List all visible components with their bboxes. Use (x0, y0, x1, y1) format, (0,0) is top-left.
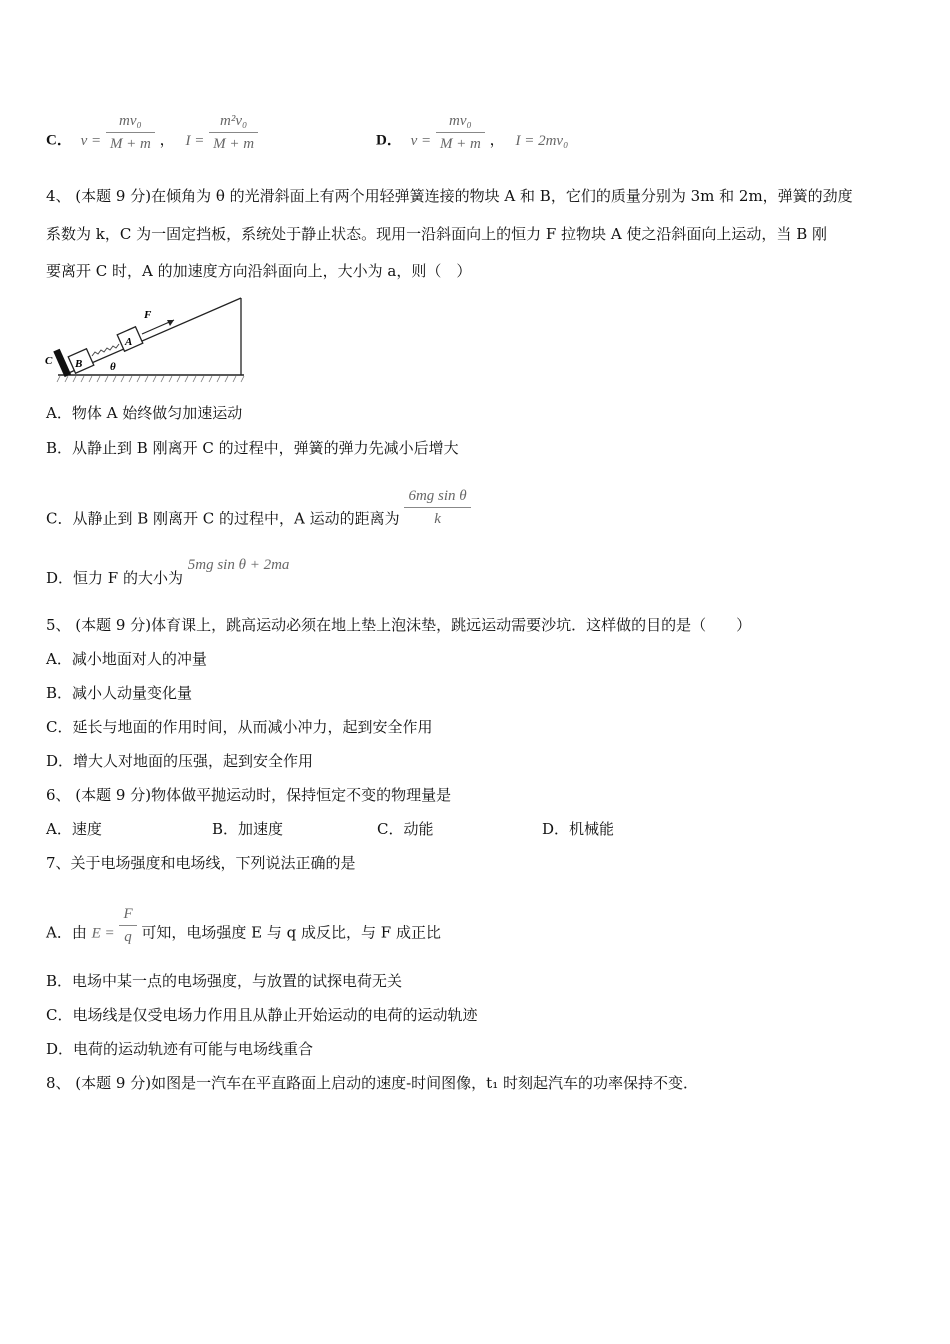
q6-option-d: D．机械能 (542, 820, 615, 838)
q6-option-b: B．加速度 (212, 820, 284, 838)
ground (57, 375, 244, 382)
q6-stem: 6、 (本题 9 分)物体做平抛运动时，保持恒定不变的物理量是 (46, 786, 452, 804)
q4-option-a: A．物体 A 始终做匀加速运动 (46, 404, 243, 422)
q5-option-a: A．减小地面对人的冲量 (46, 650, 207, 668)
fraction-i: $\frac{\text{m²v₀}}{M + m}$ (209, 110, 258, 155)
q6-option-a: A．速度 (46, 820, 102, 838)
fraction-v: $\frac{\text{mv₀}}{M + m}$ (106, 110, 155, 155)
spring (92, 344, 119, 356)
q4-stem-line1: 4、 (本题 9 分)在倾角为 θ 的光滑斜面上有两个用轻弹簧连接的物块 A 和 B，它们的质量分别为 3m 和 2m，弹簧的劲度 (46, 187, 853, 205)
q4-option-c: C．从静止到 B 刚离开 C 的过程中，A 运动的距离为 $\frac{\text{6mg sin θ}}{k}$ (46, 497, 471, 542)
stopper-c (53, 349, 71, 377)
q7-option-b: B．电场中某一点的电场强度，与放置的试探电荷无关 (46, 972, 403, 990)
label-b: B (75, 358, 83, 370)
incline-figure (44, 296, 249, 384)
q5-stem: 5、 (本题 9 分)体育课上，跳高运动必须在地上垫上泡沫垫，跳远运动需要沙坑．这样做的目的是（ ） (46, 616, 752, 634)
q4-stem-line3: 要离开 C 时，A 的加速度方向沿斜面向上，大小为 a，则（ ） (46, 262, 472, 280)
label-c: C (45, 355, 53, 367)
force-arrow (142, 320, 174, 334)
q5-option-c: C．延长与地面的作用时间，从而减小冲力，起到安全作用 (46, 718, 433, 736)
q8-stem: 8、 (本题 9 分)如图是一汽车在平直路面上启动的速度-时间图像，t₁ 时刻起汽车的功率保持不变． (46, 1074, 698, 1092)
q7-option-d: D．电荷的运动轨迹有可能与电场线重合 (46, 1040, 314, 1058)
label-f: F (144, 309, 152, 321)
label-theta: θ (110, 361, 116, 373)
q5-option-b: B．减小人动量变化量 (46, 684, 193, 702)
fraction-e-field: $\frac{F}{q}$ (119, 903, 136, 948)
q6-option-c: C．动能 (377, 820, 434, 838)
q4-stem-line2: 系数为 k，C 为一固定挡板，系统处于静止状态。现用一沿斜面向上的恒力 F 拉物块 A 使之沿斜面向上运动，当 B 刚 (46, 225, 827, 243)
q4-option-b: B．从静止到 B 刚离开 C 的过程中，弹簧的弹力先减小后增大 (46, 439, 459, 457)
prev-option-d: D． v = $\frac{\text{mv₀}}{M + m}$ ， I = 2mv₀ (376, 118, 568, 163)
fraction-distance: $\frac{\text{6mg sin θ}}{k}$ (404, 485, 470, 530)
q7-option-a: A．由 E = $\frac{F}{q}$ 可知，电场强度 E 与 q 成反比，与 F 成正比 (46, 911, 441, 956)
prev-option-c: C． v = $\frac{\text{mv₀}}{M + m}$ ， I = $\frac{\text{m²v₀}}{M + m}$ (46, 118, 258, 163)
q4-option-d: D．恒力 F 的大小为 5mg sin θ + 2ma (46, 557, 290, 587)
q7-option-c: C．电场线是仅受电场力作用且从静止开始运动的电荷的运动轨迹 (46, 1006, 478, 1024)
q5-option-d: D．增大人对地面的压强，起到安全作用 (46, 752, 314, 770)
q7-stem: 7、关于电场强度和电场线，下列说法正确的是 (46, 854, 356, 872)
label-a: A (125, 336, 133, 348)
fraction-v: $\frac{\text{mv₀}}{M + m}$ (436, 110, 485, 155)
